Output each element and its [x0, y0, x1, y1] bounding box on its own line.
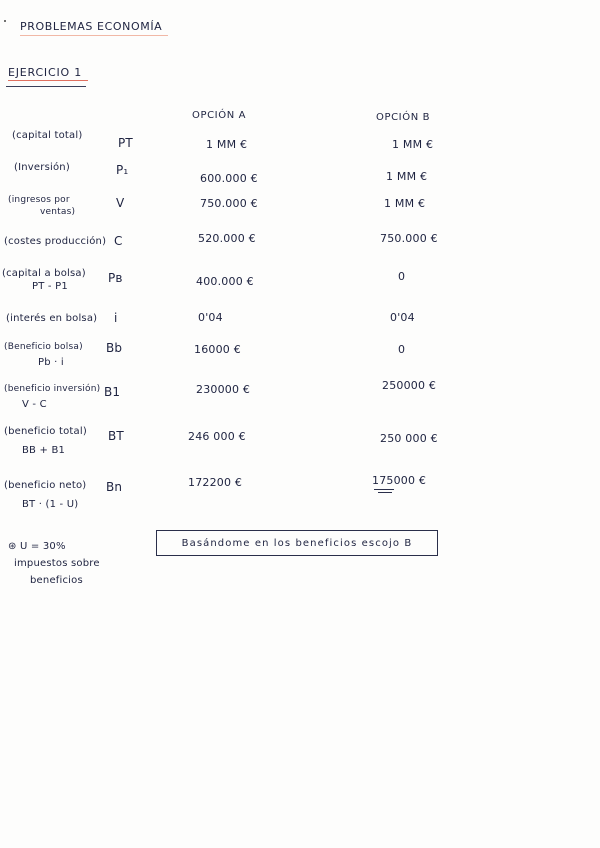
conclusion-text: Basándome en los beneficios escojo B — [181, 537, 413, 549]
row-label: (Inversión) — [14, 162, 70, 173]
row-symbol: P₁ — [116, 163, 129, 177]
row-value-a: 0'04 — [198, 311, 223, 324]
margin-dot — [4, 20, 6, 22]
row-symbol: B1 — [104, 385, 121, 399]
row-label: (capital a bolsa) — [2, 268, 86, 279]
row-label-line2: BB + B1 — [22, 445, 66, 456]
row-value-b: 0 — [398, 270, 406, 283]
row-value-a: 520.000 € — [198, 232, 256, 245]
row-symbol: i — [114, 311, 118, 325]
row-label: (Beneficio bolsa) — [4, 342, 83, 352]
row-value-a: 16000 € — [194, 343, 241, 356]
row-value-a: 600.000 € — [200, 172, 258, 185]
row-label: (beneficio neto) — [4, 480, 87, 491]
tax-note-line3: beneficios — [30, 575, 83, 586]
row-label-line2: BT · (1 - U) — [22, 499, 79, 510]
value-underline — [374, 489, 394, 490]
exercise-heading: EJERCICIO 1 — [8, 66, 88, 81]
row-value-b: 250 000 € — [380, 432, 438, 445]
row-value-b: 750.000 € — [380, 232, 438, 245]
row-value-b: 1 MM € — [384, 197, 426, 210]
exercise-underline — [6, 86, 86, 87]
option-a-header: OPCIÓN A — [192, 110, 247, 121]
row-value-b: 0'04 — [390, 311, 415, 324]
row-label: (beneficio total) — [4, 426, 87, 437]
row-symbol: C — [114, 234, 123, 248]
row-symbol: BT — [108, 429, 124, 443]
row-symbol: PT — [118, 136, 133, 150]
row-value-a: 246 000 € — [188, 430, 246, 443]
row-label-line2: PT - P1 — [32, 281, 68, 292]
row-symbol: Bn — [106, 480, 123, 494]
row-value-b: 1 MM € — [386, 170, 428, 183]
row-label: (capital total) — [12, 130, 83, 141]
row-value-a: 172200 € — [188, 476, 243, 489]
value-underline — [378, 492, 392, 493]
row-value-a: 230000 € — [196, 383, 251, 396]
row-value-a: 750.000 € — [200, 197, 258, 210]
row-label: (beneficio inversión) — [4, 384, 101, 394]
row-symbol: Pв — [108, 271, 123, 285]
row-value-b: 1 MM € — [392, 138, 434, 151]
conclusion-box — [156, 530, 438, 556]
row-value-b: 175000 € — [372, 474, 427, 487]
row-label: (costes producción) — [4, 236, 107, 247]
row-label: (ingresos por — [8, 195, 70, 205]
row-value-a: 400.000 € — [196, 275, 254, 288]
row-label-line2: V - C — [22, 399, 47, 410]
row-value-b: 0 — [398, 343, 406, 356]
row-value-a: 1 MM € — [206, 138, 248, 151]
page-title: PROBLEMAS ECONOMÍA — [20, 20, 168, 36]
tax-note-line1: ⊛ U = 30% — [8, 541, 66, 552]
row-label-line2: Pb · i — [38, 357, 64, 368]
row-symbol: V — [116, 196, 125, 210]
row-value-b: 250000 € — [382, 379, 437, 392]
row-label-line2: ventas) — [40, 207, 76, 217]
row-symbol: Bb — [106, 341, 123, 355]
tax-note-line2: impuestos sobre — [14, 558, 100, 569]
row-label: (interés en bolsa) — [6, 313, 98, 324]
option-b-header: OPCIÓN B — [376, 112, 431, 123]
